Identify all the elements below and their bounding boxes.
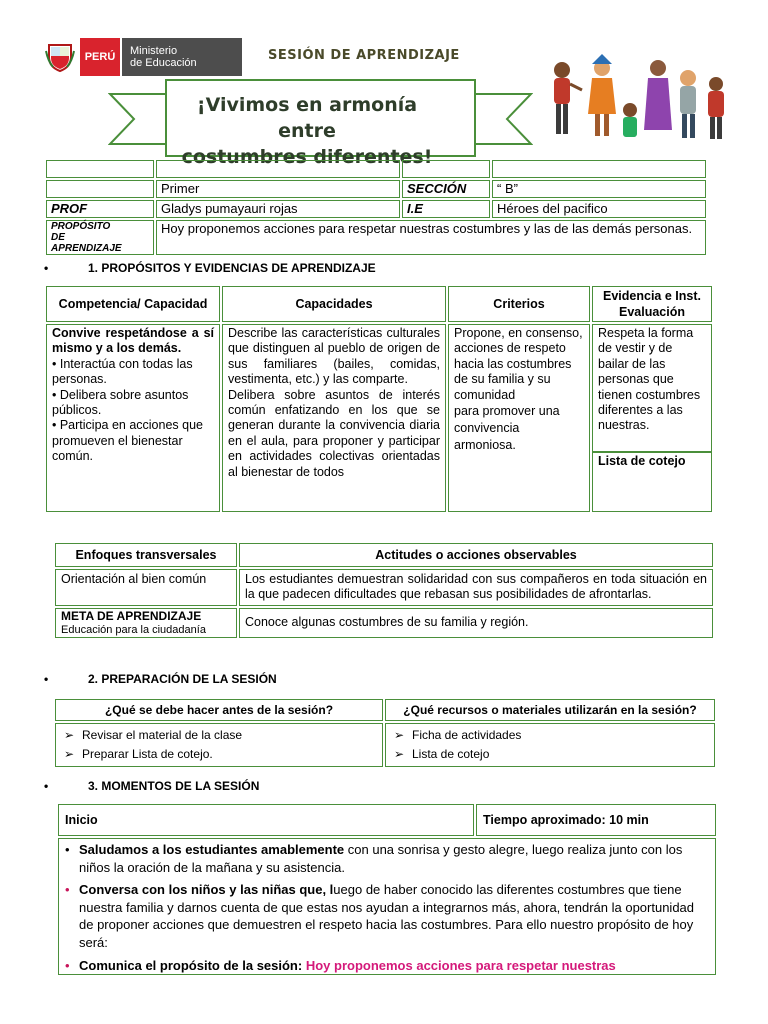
- peru-shield-icon: [40, 38, 80, 76]
- list-item: [64, 745, 374, 764]
- before-cell: [55, 723, 383, 767]
- item2-bold: Conversa con los niños y las niñas que, l: [79, 882, 334, 898]
- criterio-item: Propone, en consenso, acciones de respeto hacia las costumbres de su familia y su comunidad: [454, 326, 583, 402]
- item2-text: uego de haber conocido las diferentes costumbres que tiene nuestra familia y darnos cuenta de que estas nos ayudan a integrarnos más, ahora, tendrán la oportunidad de proponer acciones que demuestren el respeto hacia las costumbres. Para ello nuestro propósito de hoy será:: [79, 882, 695, 950]
- col-resources: ¿Qué recursos o materiales utilizarán en la sesión?: [385, 699, 715, 721]
- table-header-row: [55, 699, 715, 721]
- logo-country: PERÚ: [80, 38, 120, 76]
- section-value: “ B”: [492, 180, 706, 198]
- col-actitudes: Actitudes o acciones observables: [239, 543, 713, 567]
- col-capacidades: Capacidades: [222, 286, 446, 322]
- table-header-row: [55, 543, 713, 567]
- evidencia-text: Respeta la forma de vestir y de bailar de las personas que tienen costumbres diferentes a las nuestras.: [593, 325, 711, 453]
- table-row: [46, 220, 706, 255]
- table-row: [58, 838, 716, 975]
- ie-label: I.E: [402, 200, 490, 218]
- criterio-item: para promover una convivencia armoniosa.: [454, 404, 560, 453]
- bullet-icon: •: [65, 842, 70, 857]
- actitud-value: Los estudiantes demuestran solidaridad con sus compañeros en toda situación en la que padecen dificultades que rebasan sus posibilidades de afrontarlas.: [239, 569, 713, 606]
- evidencia-cell: [592, 324, 712, 512]
- purpose-label-line2: DE: [51, 232, 65, 243]
- ie-value: Héroes del pacifico: [492, 200, 706, 218]
- col-criterios: Criterios: [448, 286, 590, 322]
- section2-heading: [44, 672, 277, 686]
- children-illustration-icon: [542, 50, 732, 150]
- competencies-table: [44, 284, 714, 514]
- list-item: [394, 726, 706, 745]
- competencia-item: • Interactúa con todas las personas.: [52, 356, 193, 387]
- inicio-label: Inicio: [58, 804, 474, 836]
- enfoques-table: [53, 541, 715, 640]
- arrow-bullet-icon: ➢: [394, 747, 405, 761]
- capacidad-item: Delibera sobre asuntos de interés común enfatizando en los que se generan durante la convivencia diaria en el aula, para proponer y participar en actividades colectivas orientadas al bienestar de todos: [228, 387, 440, 479]
- bullet-icon: •: [44, 261, 49, 275]
- list-item: [64, 726, 374, 745]
- inicio-content: [58, 838, 716, 975]
- session-title-line1: ¡Vivimos en armonía entre: [196, 94, 418, 142]
- list-item-text: Revisar el material de la clase: [82, 728, 243, 742]
- capacidades-cell: [222, 324, 446, 512]
- section1-heading: [44, 261, 376, 275]
- list-item-text: Lista de cotejo: [412, 747, 490, 761]
- logo-ministry-line1: Ministerio: [130, 45, 178, 57]
- list-item: [65, 881, 709, 951]
- meta-area: Educación para la ciudadanía: [61, 623, 206, 636]
- preparation-table: [53, 697, 717, 769]
- document-title: SESIÓN DE APRENDIZAJE: [268, 48, 460, 63]
- moments-table: [56, 802, 718, 977]
- table-row: [55, 608, 713, 638]
- item1-bold: Saludamos a los estudiantes amablemente: [79, 842, 345, 857]
- col-evidencia: Evidencia e Inst. Evaluación: [592, 286, 712, 322]
- section2-heading-text: 2. PREPARACIÓN DE LA SESIÓN: [88, 672, 277, 686]
- bullet-icon: •: [65, 957, 70, 973]
- col-competencia: Competencia/ Capacidad: [46, 286, 220, 322]
- arrow-bullet-icon: ➢: [64, 747, 75, 761]
- list-item-text: Ficha de actividades: [412, 728, 522, 742]
- table-row: [55, 569, 713, 606]
- enfoque-value: Orientación al bien común: [55, 569, 237, 606]
- logo-ministry: [120, 38, 242, 76]
- list-item: [65, 841, 709, 876]
- prof-value: Gladys pumayauri rojas: [156, 200, 400, 218]
- grade-value: Primer: [156, 180, 400, 198]
- section1-heading-text: 1. PROPÓSITOS Y EVIDENCIAS DE APRENDIZAJE: [88, 261, 376, 275]
- logo-ministry-line2: de Educación: [130, 57, 197, 69]
- meta-value: Conoce algunas costumbres de su familia y región.: [239, 608, 713, 638]
- purpose-label-line3: APRENDIZAJE: [51, 243, 122, 254]
- col-before: ¿Qué se debe hacer antes de la sesión?: [55, 699, 383, 721]
- table-header-row: [58, 804, 716, 836]
- section3-heading: [44, 779, 259, 793]
- table-header-row: [46, 286, 712, 322]
- instrumento-text: Lista de cotejo: [598, 454, 686, 468]
- col-enfoques: Enfoques transversales: [55, 543, 237, 567]
- meta-label: META DE APRENDIZAJE: [61, 608, 202, 623]
- tiempo-label: Tiempo aproximado: 10 min: [476, 804, 716, 836]
- table-row: [55, 723, 715, 767]
- arrow-bullet-icon: ➢: [64, 728, 75, 742]
- section3-heading-text: 3. MOMENTOS DE LA SESIÓN: [88, 779, 260, 793]
- meta-label-cell: [55, 608, 237, 638]
- item3-bold: Comunica el propósito de la sesión:: [79, 957, 306, 973]
- table-row: [46, 160, 706, 178]
- competencia-item: • Delibera sobre asuntos públicos.: [52, 387, 189, 418]
- capacidad-item: Describe las características culturales que distinguen al pueblo de origen de sus familiares (bailes, comidas, vestimenta, etc.) y las comparte.: [228, 326, 440, 387]
- session-info-table: [44, 158, 708, 257]
- item3-purpose: Hoy proponemos acciones para respetar nuestras: [305, 957, 616, 973]
- bullet-icon: •: [44, 672, 49, 686]
- section-label: SECCIÓN: [402, 180, 490, 198]
- minedu-logo: [40, 38, 242, 76]
- purpose-value: Hoy proponemos acciones para respetar nuestras costumbres y las de las demás personas.: [156, 220, 706, 255]
- table-row: [46, 324, 712, 512]
- competencia-cell: [46, 324, 220, 512]
- info-cell-empty: [156, 160, 400, 178]
- info-cell-empty: [46, 160, 154, 178]
- list-item: [394, 745, 706, 764]
- competencia-title: Convive respetándose a sí mismo y a los demás.: [52, 326, 214, 356]
- resources-cell: [385, 723, 715, 767]
- table-row: [46, 180, 706, 198]
- bullet-icon: •: [44, 779, 49, 793]
- info-cell-empty: [46, 180, 154, 198]
- arrow-bullet-icon: ➢: [394, 728, 405, 742]
- session-title-line2: costumbres diferentes!: [181, 146, 433, 168]
- table-row: [46, 200, 706, 218]
- info-cell-empty: [492, 160, 706, 178]
- list-item: [65, 957, 709, 975]
- purpose-label-line1: PROPÓSITO: [51, 221, 111, 232]
- list-item-text: Preparar Lista de cotejo.: [82, 747, 213, 761]
- prof-label: PROF: [46, 200, 154, 218]
- item1-text: con una sonrisa y gesto alegre, luego realiza junto con los niños la oración de la mañana y su asistencia.: [79, 842, 683, 875]
- criterios-cell: [448, 324, 590, 512]
- bullet-icon: •: [65, 882, 70, 898]
- competencia-item: • Participa en acciones que promueven el bienestar común.: [52, 418, 203, 464]
- purpose-label: [46, 220, 154, 255]
- info-cell-empty: [402, 160, 490, 178]
